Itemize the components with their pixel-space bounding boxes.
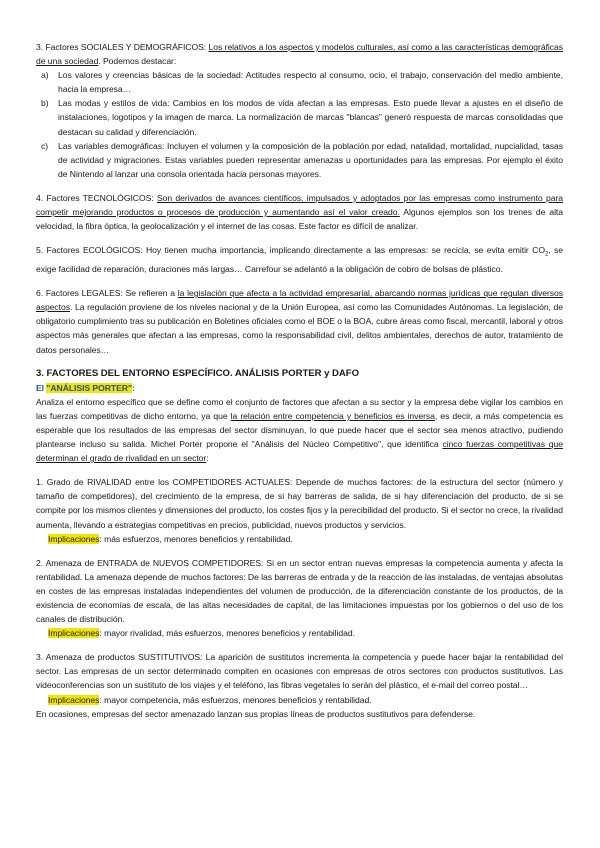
force-substitutes (36, 650, 563, 720)
implications-label: Implicaciones (48, 694, 100, 705)
porter-subheading-title: "ANÁLISIS PORTER" (46, 382, 132, 393)
implications-label: Implicaciones (48, 628, 100, 639)
eco-factors-text-b: , se exige facilidad de reparación, duraciones más largas… Carrefour se adelantó a la obligación de cobro de bolsas de plástico. (36, 245, 564, 275)
porter-intro (36, 395, 563, 465)
legal-factors-definition: la legislación que afecta a la actividad empresarial, abarcando normas jurídicas que regulan diversos aspectos (36, 288, 563, 313)
legal-factors-lead: 6. Factores LEGALES: Se refieren a (36, 288, 178, 299)
tech-factors-lead: 4. Factores TECNOLÓGICOS: (36, 192, 157, 203)
list-marker: b) (41, 98, 49, 109)
tech-factors-tail: Algunos ejemplos son los trenes de alta velocidad, la fibra óptica, la geolocalización y el internet de las cosas. Este factor es difícil de analizar. (36, 207, 564, 232)
list-item-text: Las modas y estilos de vida: Cambios en los modos de vida afectan a las empresas. Esto puede llevar a ajustes en el diseño de instalaciones, logotipos y la imagen de marca. La normalización de marcas "blancas" generó respuesta de marcas consolidadas que destacan su calidad y diferenciación. (58, 98, 563, 137)
porter-subheading-pre: El (36, 382, 47, 393)
list-item (36, 96, 563, 138)
implications-text: : mayor competencia, más esfuerzos, menores beneficios y rentabilidad. (99, 694, 372, 705)
force-new-entrants (36, 556, 563, 641)
force-substitutes-closing: En ocasiones, empresas del sector amenazado lanzan sus propias líneas de productos sustitutivos para defenderse. (36, 708, 476, 719)
implications-text: : mayor rivalidad, más esfuerzos, menores beneficios y rentabilidad. (99, 628, 355, 639)
force-substitutes-text: 3. Amenaza de productos SUSTITUTIVOS: La aparición de sustitutos incrementa la competencia y puede hacer bajar la rentabilidad del sector. Las empresas de un sector determinado compiten en ocasiones con empresas de otros sectores con productos sustitutivos. Las videoconferencias son un sustituto de los viajes y el teléfono, las fibras vegetales lo serán del plástico, el e-mail del correo postal… (36, 652, 563, 691)
porter-intro-b: , es decir, a más competencia es esperable que los resultados de las empresas del sector disminuyan, lo que puede hacer que el sector sea menos atractivo, pudiendo plantearse incluso su salida. Michel Porter propone el "Análisis del Núcleo Competitivo", que identifica (36, 410, 564, 450)
social-factors-tail: . Podemos destacar: (98, 56, 177, 67)
porter-intro-a: Analiza el entorno específico que se define como el conjunto de factores que afectan a su sector y la empresa debe vigilar los cambios en las fuerzas competitivas de dicho entorno, ya que (36, 396, 563, 421)
section-ecological-factors (36, 243, 563, 276)
list-item-text: Las variables demográficas: Incluyen el volumen y la composición de la población por edad, natalidad, mortalidad, nupcialidad, tasas de actividad y migraciones. Estas variables pueden representar amenazas u oportunidades para las empresas. Por ejemplo el éxito de Nintendo al lanzar una consola orientada hacia personas mayores. (58, 140, 563, 179)
section-heading: 3. FACTORES DEL ENTORNO ESPECÍFICO. ANÁLISIS PORTER y DAFO (36, 367, 359, 379)
force-rivalry (36, 475, 563, 545)
social-factors-list (36, 68, 563, 181)
section-social-factors (36, 40, 563, 181)
porter-subheading (36, 381, 563, 395)
porter-subheading-post: : (131, 382, 135, 393)
list-item (36, 68, 563, 96)
implications-text: : más esfuerzos, menores beneficios y rentabilidad. (99, 533, 293, 544)
porter-intro-underline-1: la relación entre competencia y beneficios es inversa (230, 410, 435, 421)
section-technological-factors (36, 191, 563, 233)
legal-factors-tail: . La regulación proviene de los niveles nacional y de la Unión Europea, así como las Comunidades Autónomas. La legislación, de obligatorio cumplimiento tras su publicación en Boletines oficiales como el BOE o la BOA, cubre áreas como fiscal, mercantil, laboral y otros aspectos más generales que afectan a las empresas, como la responsabilidad civil, delitos ambientales, derechos de autor, tratamiento de datos personales… (36, 302, 563, 355)
social-factors-intro (36, 40, 563, 68)
eco-factors-text-a: 5. Factores ECOLÓGICOS: Hoy tienen mucha importancia, implicando directamente a las empresas: se recicla, se evita emitir CO (36, 245, 545, 256)
force-rivalry-implications (36, 532, 563, 546)
force-rivalry-text: 1. Grado de RIVALIDAD entre los COMPETIDORES ACTUALES: Depende de muchos factores: de la estructura del sector (número y tamaño de competidores), del crecimiento de la empresa, de si hay barreras de salida, de si hay diferenciación del producto, de si se compite por los mismos clientes y dimensiones del producto, los costes fijos y la perecibilidad del producto. Si el sector no crece, la rivalidad aumenta, llevando a estrategias competitivas en precios, publicidad, nuevos productos y servicios. (36, 477, 563, 530)
tech-factors-definition: Son derivados de avances científicos, impulsados y adoptados por las empresas como instrumento para competir mejorando productos o procesos de producción y aumentando así el valor creado. (36, 192, 563, 218)
social-factors-definition: Los relativos a los aspectos y modelos culturales, así como a las características demográficas de una sociedad (36, 42, 563, 67)
list-marker: c) (41, 140, 49, 151)
section-legal-factors (36, 286, 563, 356)
implications-label: Implicaciones (48, 533, 100, 544)
force-new-entrants-implications (36, 626, 563, 640)
list-item (36, 139, 563, 181)
list-item-text: Los valores y creencias básicas de la sociedad: Actitudes respecto al consumo, ocio, el trabajo, conservación del medio ambiente, hacia la empresa… (58, 70, 563, 95)
force-substitutes-implications (36, 693, 563, 707)
social-factors-lead: 3. Factores SOCIALES Y DEMOGRÁFICOS: (36, 42, 209, 52)
porter-intro-c: : (206, 453, 209, 464)
document-page (36, 40, 563, 721)
list-marker: a) (41, 70, 49, 81)
force-new-entrants-text: 2. Amenaza de ENTRADA de NUEVOS COMPETIDORES: Si en un sector entran nuevas empresas la competencia aumenta y afecta la rentabilidad. La amenaza depende de muchos factores: De las barreras de entrada y de la reacción de las instaladas, de ventajas absolutas en costes de las empresas instaladas independientes del volumen de producción, de la diferenciación constante de los productos, de la existencia de economías de escala, de las altas necesidades de capital, de las limitaciones impuestas por los gobiernos o del uso de los canales de distribución. (36, 557, 563, 625)
porter-intro-underline-2: cinco fuerzas competitivas que determinan el grado de rivalidad en un sector (36, 439, 563, 464)
eco-factors-subscript: 2 (544, 251, 549, 258)
